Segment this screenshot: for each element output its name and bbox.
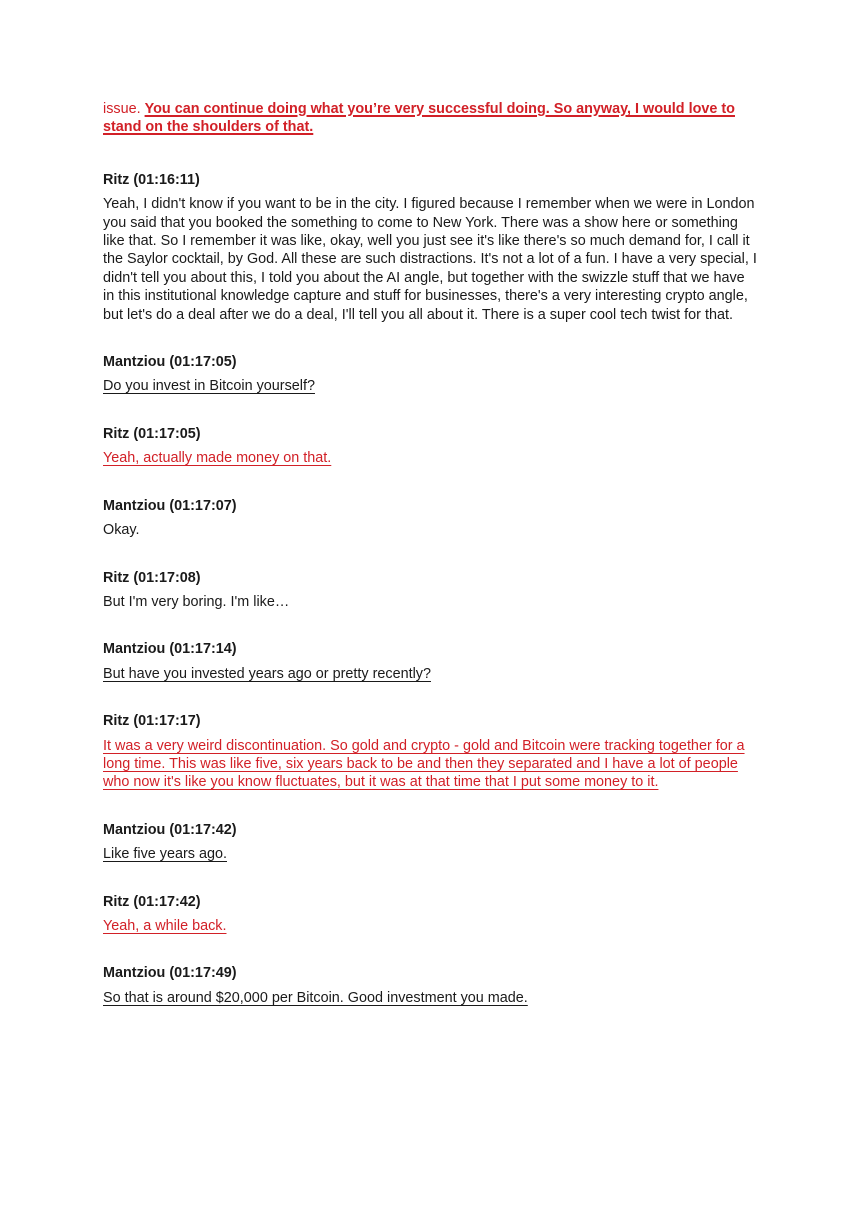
speaker-heading: Ritz (01:16:11): [103, 171, 200, 188]
speech-paragraph: Yeah, actually made money on that.: [103, 450, 332, 467]
intro-emphasis: You can continue doing what you’re very successful doing. So anyway, I would love to stand on the shoulders of that.: [103, 101, 735, 136]
transcript-block: [103, 964, 758, 1007]
speaker-heading: Ritz (01:17:08): [103, 569, 201, 586]
speech-paragraph: Okay.: [103, 522, 140, 539]
transcript-block: [103, 640, 758, 683]
intro-paragraph: [103, 100, 758, 137]
speech-paragraph: Yeah, I didn't know if you want to be in the city. I figured because I remember when we were in London you said that you booked the something to come to New York. There was a show here or something like that. So I remember it was like, okay, well you just see it's like there's so much demand for, I call it the Saylor cocktail, by God. All these are such distractions. It's not a lot of a fun. I have a very special, I didn't tell you about this, I told you about the AI angle, but together with the swizzle stuff that we have in this institutional knowledge capture and stuff for businesses, there's a very interesting crypto angle, but let's do a deal after we do a deal, I'll tell you all about it. There is a super cool tech twist for that.: [103, 196, 757, 323]
transcript-block: [103, 425, 758, 468]
speech-paragraph: But have you invested years ago or pretty recently?: [103, 665, 431, 682]
transcript-block: [103, 569, 758, 612]
speech-paragraph: It was a very weird discontinuation. So gold and crypto - gold and Bitcoin were tracking together for a long time. This was like five, six years back to be and then they separated and I have a lot of people who now it's like you know fluctuates, but it was at that time that I put some money to it.: [103, 737, 745, 791]
transcript-block: [103, 353, 758, 396]
speech-paragraph: So that is around $20,000 per Bitcoin. Good investment you made.: [103, 989, 528, 1006]
transcript-block: [103, 171, 758, 324]
speaker-heading: Mantziou (01:17:05): [103, 354, 237, 371]
transcript-blocks: [103, 171, 758, 1007]
transcript-block: [103, 893, 758, 936]
speech-paragraph: Yeah, a while back.: [103, 917, 227, 934]
speaker-heading: Ritz (01:17:42): [103, 893, 201, 910]
speech-paragraph: But I'm very boring. I'm like…: [103, 593, 290, 610]
transcript-block: [103, 712, 758, 792]
transcript-block: [103, 497, 758, 540]
speaker-heading: Mantziou (01:17:49): [103, 965, 237, 982]
transcript-block: [103, 821, 758, 864]
transcript-document: [103, 100, 758, 1036]
speech-paragraph: Do you invest in Bitcoin yourself?: [103, 378, 315, 395]
speaker-heading: Ritz (01:17:05): [103, 425, 201, 442]
speaker-heading: Mantziou (01:17:07): [103, 497, 237, 514]
speaker-heading: Mantziou (01:17:42): [103, 821, 237, 838]
speech-paragraph: Like five years ago.: [103, 846, 227, 863]
intro-prefix: issue.: [103, 101, 145, 117]
speaker-heading: Ritz (01:17:17): [103, 713, 201, 730]
speaker-heading: Mantziou (01:17:14): [103, 641, 237, 658]
